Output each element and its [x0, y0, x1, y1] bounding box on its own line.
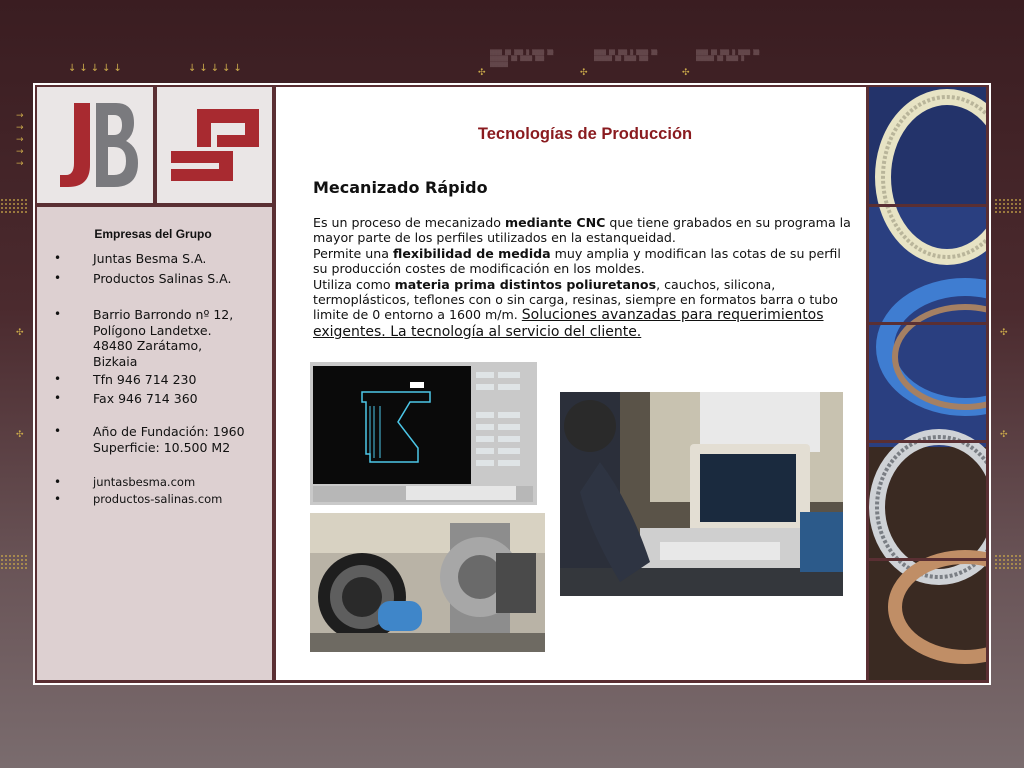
decor-plus: ✣: [478, 68, 486, 78]
strip-divider: [869, 440, 986, 443]
section-subtitle: Mecanizado Rápido: [313, 178, 488, 197]
decor-plus: ✣: [1000, 328, 1008, 338]
address-line: 48480 Zarátamo,: [93, 338, 203, 353]
photo-lathe: [310, 513, 545, 652]
text: Es un proceso de mecanizado: [313, 215, 505, 230]
text-bold: mediante CNC: [504, 215, 606, 230]
sidebar-heading: Empresas del Grupo: [94, 227, 212, 241]
strip-divider: [869, 558, 986, 561]
list-item-fax: • Fax 946 714 360: [37, 391, 272, 407]
page-title: Tecnologías de Producción: [477, 125, 693, 143]
list-item-phone: • Tfn 946 714 230: [37, 372, 272, 388]
list-item-founded: [37, 424, 272, 455]
list-item-address: [37, 307, 272, 369]
gasket-rings-icon: [869, 87, 986, 680]
decor-texture: ▒▒▒▒ ▒▒ ▒▒▒ ▒ ▒▒▒▒ ▒▒ ▒▒▒▒▒▒ ▒▒ ▒▒▒▒ ▒▒▒ ▒▒▒▒▒▒: [490, 50, 554, 68]
contact-list: [37, 307, 272, 406]
facts-list: [37, 424, 272, 455]
list-item-company: • Juntas Besma S.A.: [37, 251, 272, 267]
decor-dots: [994, 198, 1022, 214]
text: , cauchos, silicona, termoplásticos, teflones con o sin carga, resinas, siempre en formatos barra o tubo limite de 0 entorno a 1600 m/m.: [313, 276, 838, 323]
text-bold: flexibilidad de medida: [393, 245, 551, 261]
decor-plus: ✣: [580, 68, 588, 78]
address-line: Barrio Barrondo nº 12,: [93, 307, 234, 322]
text: que tiene grabados en su programa la mayor parte de los perfiles utilizados en la estanqueidad.: [313, 215, 851, 246]
decor-plus: ✣: [1000, 430, 1008, 440]
link-juntasbesma[interactable]: • juntasbesma.com: [37, 474, 272, 491]
links-list: [37, 474, 272, 508]
address-line: Polígono Landetxe.: [93, 322, 212, 338]
decor-texture: ▒▒▒▒ ▒▒ ▒▒▒ ▒ ▒▒▒▒ ▒▒ ▒▒▒▒▒▒ ▒▒ ▒▒▒▒ ▒▒▒: [594, 50, 658, 62]
address-line: Bizkaia: [93, 353, 138, 369]
link-productos-salinas[interactable]: • productos-salinas.com: [37, 491, 272, 508]
logo-juntas-besma[interactable]: [37, 87, 153, 203]
sidebar: [37, 207, 272, 680]
text: Permite una: [313, 245, 393, 261]
founded-text: Año de Fundación: 1960: [93, 424, 245, 439]
company-list: [37, 251, 272, 286]
main-content: [276, 87, 866, 680]
surface-text: Superficie: 10.500 M2: [93, 439, 231, 455]
text: Utiliza como: [313, 276, 395, 292]
text: muy amplia y modifican las cotas de su perfil su producción costes de modificación en los moldes.: [313, 245, 841, 277]
decor-plus: ✣: [16, 328, 24, 338]
strip-divider: [869, 322, 986, 325]
decor-texture: ▒▒▒▒ ▒▒ ▒▒▒ ▒ ▒▒▒▒ ▒▒ ▒▒▒▒▒▒ ▒▒ ▒▒▒▒ ▒: [696, 50, 760, 62]
decor-gasket-strip: [869, 87, 986, 680]
strip-divider: [869, 204, 986, 207]
decor-arrows-2: ↓↓↓↓↓: [188, 63, 245, 74]
photo-operator: [560, 392, 843, 596]
list-item-company: • Productos Salinas S.A.: [37, 271, 272, 287]
decor-plus: ✣: [682, 68, 690, 78]
decor-plus: ✣: [16, 430, 24, 440]
decor-dots: [994, 554, 1022, 570]
photo-cnc-screen: [310, 362, 537, 505]
solutions-link[interactable]: Soluciones avanzadas para requerimientos exigentes. La tecnología al servicio del cliente.: [313, 307, 824, 340]
decor-arrows-1: ↓↓↓↓↓: [68, 63, 125, 74]
jb-logo-icon: [50, 95, 140, 195]
text-bold: materia prima distintos poliuretanos: [394, 276, 657, 292]
decor-dots: [0, 554, 28, 570]
logo-productos-salinas[interactable]: [157, 87, 272, 203]
decor-arrows-vertical: → → → → →: [16, 111, 24, 169]
description-paragraph: [313, 215, 858, 340]
ps-logo-icon: [167, 105, 263, 185]
decor-dots: [0, 198, 28, 214]
